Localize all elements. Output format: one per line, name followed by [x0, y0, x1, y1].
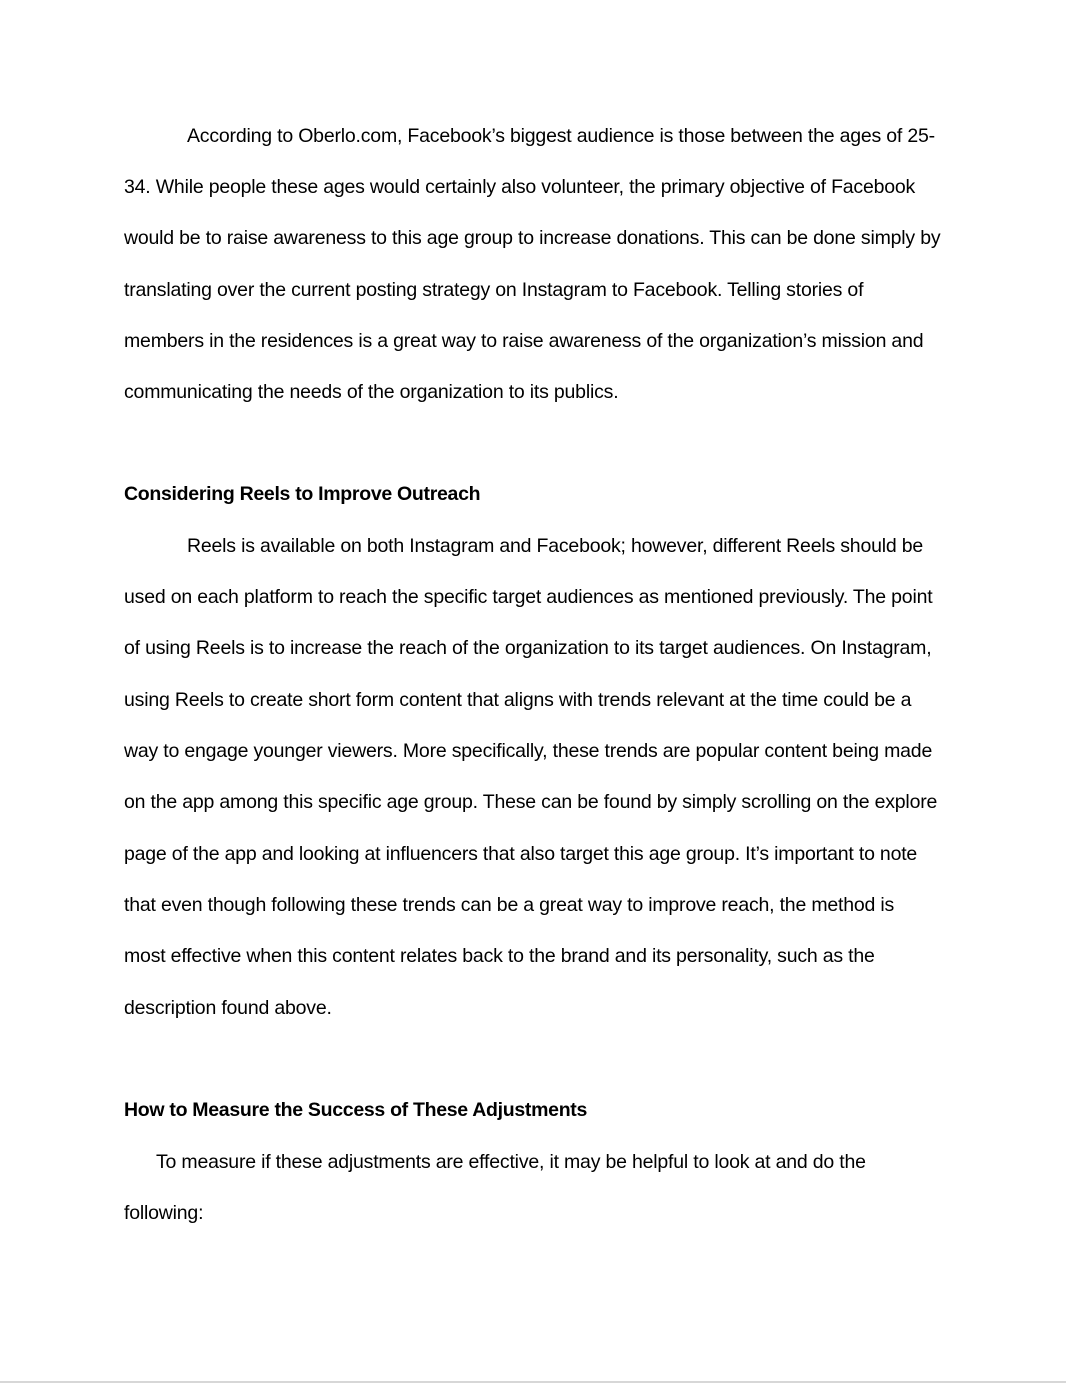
paragraph-1-line-2: 34. While people these ages would certainly also volunteer, the primary objective of Facebook: [124, 176, 916, 198]
paragraph-2-line-9: most effective when this content relates back to the brand and its personality, such as the: [124, 945, 875, 967]
paragraph-2-line-6: on the app among this specific age group. These can be found by simply scrolling on the explore: [124, 791, 938, 813]
paragraph-2-line-4: using Reels to create short form content that aligns with trends relevant at the time could be a: [124, 689, 912, 711]
paragraph-2-line-7: page of the app and looking at influencers that also target this age group. It’s important to note: [124, 843, 918, 865]
paragraph-2-line-2: used on each platform to reach the specific target audiences as mentioned previously. The point: [124, 586, 933, 608]
paragraph-1-line-1: According to Oberlo.com, Facebook’s biggest audience is those between the ages of 25-: [187, 125, 935, 147]
paragraph-1-line-6: communicating the needs of the organization to its publics.: [124, 381, 619, 403]
paragraph-1-line-3: would be to raise awareness to this age group to increase donations. This can be done simply by: [124, 227, 941, 249]
paragraph-2-line-8: that even though following these trends can be a great way to improve reach, the method is: [124, 894, 895, 916]
section-heading-reels: Considering Reels to Improve Outreach: [124, 483, 481, 505]
page-bottom-divider: [0, 1381, 1066, 1383]
paragraph-1-line-4: translating over the current posting strategy on Instagram to Facebook. Telling stories of: [124, 279, 864, 301]
section-heading-measure-success: How to Measure the Success of These Adjustments: [124, 1099, 588, 1121]
paragraph-2-line-5: way to engage younger viewers. More specifically, these trends are popular content being made: [124, 740, 933, 762]
paragraph-2-line-1: Reels is available on both Instagram and Facebook; however, different Reels should be: [187, 535, 924, 557]
paragraph-2-line-10: description found above.: [124, 997, 332, 1019]
paragraph-1-line-5: members in the residences is a great way to raise awareness of the organization’s mission and: [124, 330, 924, 352]
paragraph-3-line-1: To measure if these adjustments are effective, it may be helpful to look at and do the: [156, 1151, 866, 1173]
paragraph-3-line-2: following:: [124, 1202, 204, 1224]
paragraph-2-line-3: of using Reels is to increase the reach of the organization to its target audiences. On Instagram,: [124, 637, 932, 659]
